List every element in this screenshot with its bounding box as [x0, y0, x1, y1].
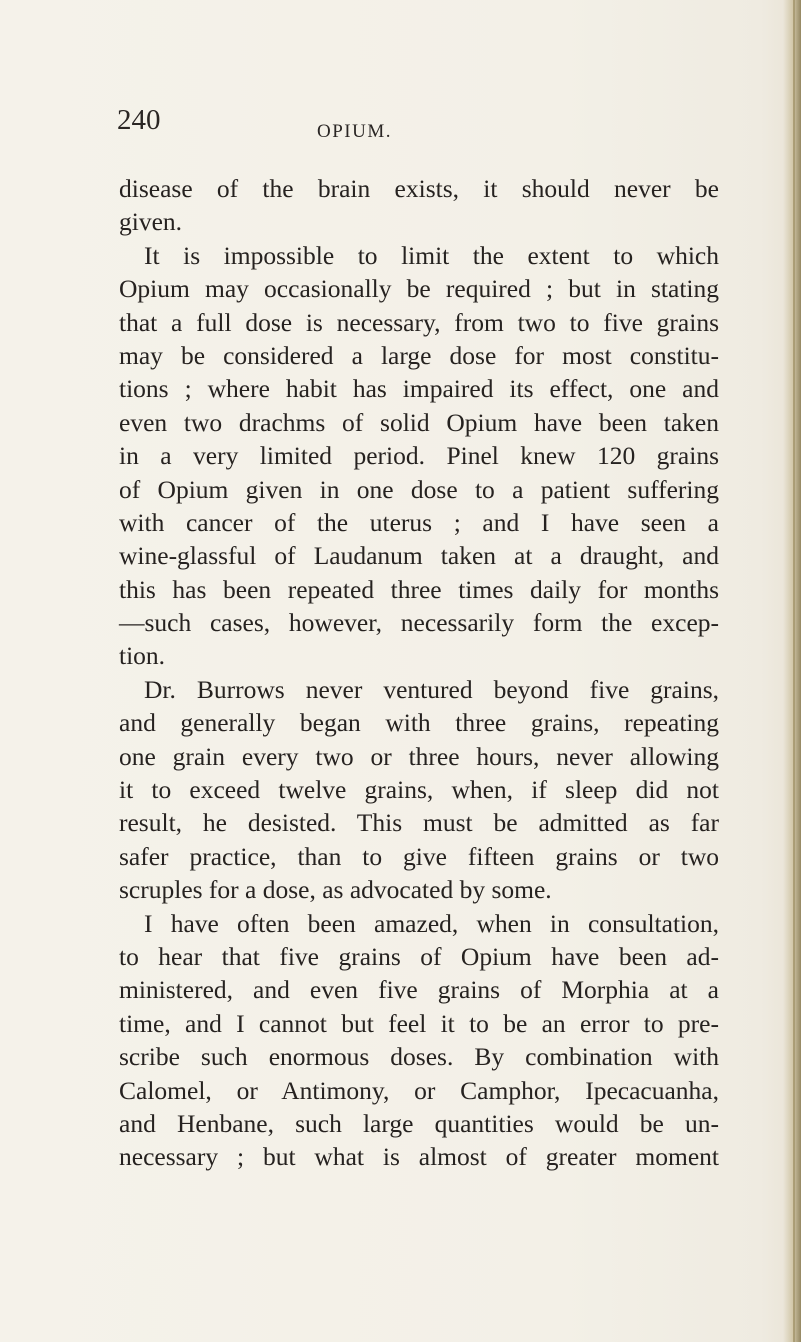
text-line: it to exceed twelve grains, when, if sleep did not — [119, 775, 719, 805]
page-edge-shadow — [783, 0, 801, 1342]
text-line: result, he desisted. This must be admitted as far — [119, 808, 719, 838]
text-line: tions ; where habit has impaired its effect, one and — [119, 374, 719, 404]
text-line: It is impossible to limit the extent to which — [144, 240, 719, 270]
text-line: Dr. Burrows never ventured beyond five grains, — [144, 674, 719, 704]
text-line: given. — [119, 207, 183, 237]
text-line: Opium may occasionally be required ; but in stating — [119, 274, 719, 304]
text-line: safer practice, than to give fifteen grains or two — [119, 841, 719, 871]
text-line: and generally began with three grains, repeating — [119, 708, 719, 738]
text-line: and Henbane, such large quantities would be un- — [119, 1108, 719, 1138]
text-line: necessary ; but what is almost of greater moment — [119, 1142, 719, 1172]
text-line: of Opium given in one dose to a patient suffering — [119, 474, 719, 504]
text-line: may be considered a large dose for most constitu- — [119, 340, 719, 370]
text-line: with cancer of the uterus ; and I have seen a — [119, 507, 719, 537]
text-line: to hear that five grains of Opium have been ad- — [119, 941, 719, 971]
text-line: one grain every two or three hours, never allowing — [119, 741, 719, 771]
text-line: Calomel, or Antimony, or Camphor, Ipecacuanha, — [119, 1075, 719, 1105]
text-line: this has been repeated three times daily for months — [119, 574, 719, 604]
text-line: ministered, and even five grains of Morphia at a — [119, 975, 719, 1005]
text-line: scribe such enormous doses. By combination with — [119, 1042, 719, 1072]
text-line: time, and I cannot but feel it to be an error to pre- — [119, 1008, 719, 1038]
text-line: scruples for a dose, as advocated by some. — [119, 875, 552, 905]
text-line: that a full dose is necessary, from two to five grains — [119, 307, 719, 337]
text-line: I have often been amazed, when in consultation, — [144, 908, 719, 938]
text-line: wine-glassful of Laudanum taken at a draught, and — [119, 541, 719, 571]
text-line: even two drachms of solid Opium have been taken — [119, 407, 719, 437]
body-text — [119, 172, 719, 1174]
text-line: —such cases, however, necessarily form the excep- — [119, 608, 719, 638]
text-line: tion. — [119, 641, 166, 671]
page-number: 240 — [117, 104, 161, 136]
running-head: OPIUM. — [317, 121, 392, 142]
page-edge-line — [793, 0, 795, 1342]
text-line: in a very limited period. Pinel knew 120 grains — [119, 441, 719, 471]
text-line: disease of the brain exists, it should never be — [119, 174, 719, 203]
